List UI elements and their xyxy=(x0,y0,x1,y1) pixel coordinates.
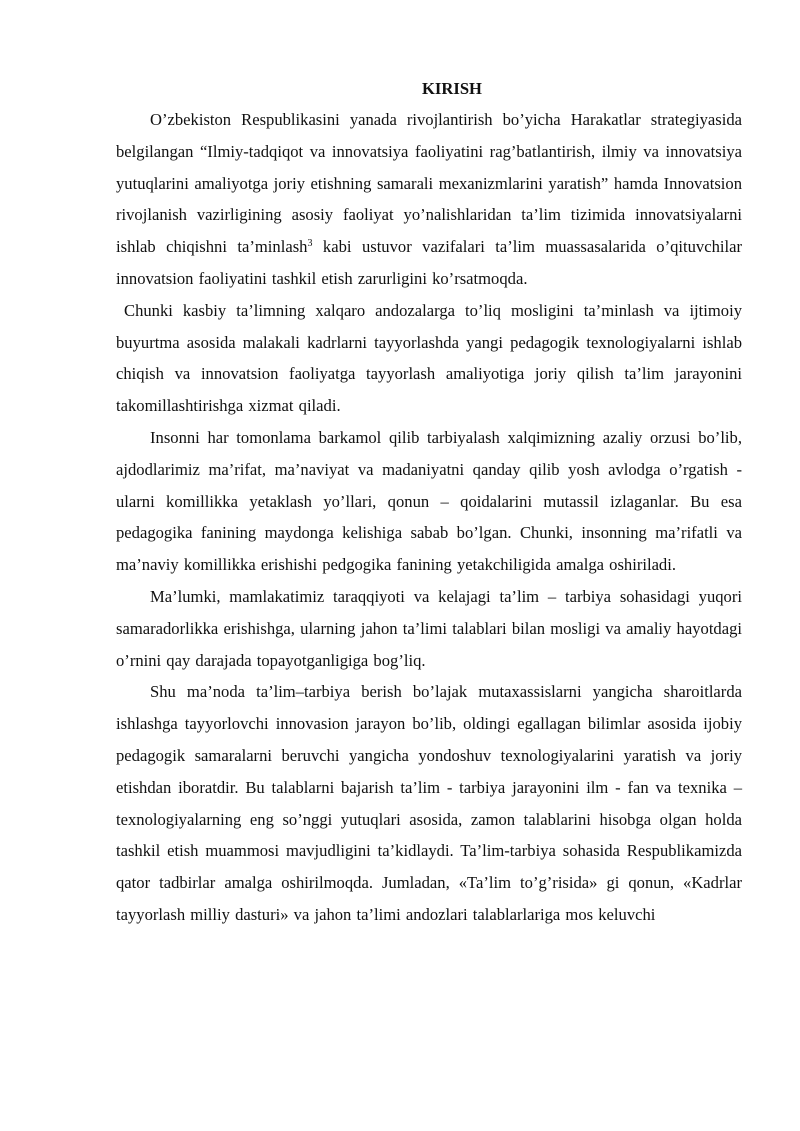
paragraph-1 xyxy=(116,104,742,295)
footnote-marker: 3 xyxy=(307,238,313,250)
document-title: KIRISH xyxy=(422,79,482,98)
paragraph-1-continuation: kabi ustuvor vazifalari ta’lim muassasalarida o’qituvchilar innovatsion faoliyatini tashkil etish zarurligini ko’rsatmoqda. xyxy=(116,237,742,288)
paragraph-2: Chunki kasbiy ta’limning xalqaro andozalarga to’liq mosligini ta’minlash va ijtimoiy buyurtma asosida malakali kadrlarni tayyorlashda yangi pedagogik texnologiyalarni ishlab chiqish va innovatsion faoliyatga tayyorlash amaliyotiga joriy qilish ta’lim jarayonini takomillashtirishga xizmat qiladi. xyxy=(116,300,742,416)
paragraph-4: Ma’lumki, mamlakatimiz taraqqiyoti va kelajagi ta’lim – tarbiya sohasidagi yuqori samaradorlikka erishishga, ularning jahon ta’limi talablari bilan mosligi va amaliy hayotdagi o’rnini qay darajada topayotganligiga bog’liq. xyxy=(116,586,742,670)
paragraph-3: Insonni har tomonlama barkamol qilib tarbiyalash xalqimizning azaliy orzusi bo’lib, ajdodlarimiz ma’rifat, ma’naviyat va madaniyatni qanday qilib yosh avlodga o’rgatish - ularni komillikka yetaklash yo’llari, qonun – qoidalarini mutassil izlaganlar. Bu esa pedagogika fanining maydonga kelishiga sabab bo’lgan. Chunki, insonning ma’rifatli va ma’naviy komillikka erishishi pedgogika fanining yetakchiligida amalga oshiriladi. xyxy=(116,427,742,575)
document-page xyxy=(116,74,742,931)
paragraph-1-text: O’zbekiston Respublikasini yanada rivojlantirish bo’yicha Harakatlar strategiyasida belgilangan “Ilmiy-tadqiqot va innovatsiya faoliyatini rag’batlantirish, ilmiy va innovatsiya yutuqlarini amaliyotga joriy etishning samarali mexanizmlarini yaratish” hamda Innovatsion rivojlanish vazirligining asosiy faoliyat yo’nalishlaridan ta’lim tizimida innovatsiyalarni ishlab chiqishni ta’minlash xyxy=(116,110,742,257)
paragraph-5: Shu ma’noda ta’lim–tarbiya berish bo’lajak mutaxassislarni yangicha sharoitlarda ishlashga tayyorlovchi innovasion jarayon bo’lib, oldingi egallagan bilimlar asosida ijobiy pedagogik samaralarni beruvchi yangicha yondoshuv texnologiyalarini yaratish va joriy etishdan iboratdir. Bu talablarni bajarish ta’lim - tarbiya jarayonini ilm - fan va texnika – texnologiyalarning eng so’nggi yutuqlari asosida, zamon talablarini hisobga olgan holda tashkil etish muammosi mavjudligini ta’kidlaydi. Ta’lim-tarbiya sohasida Respublikamizda qator tadbirlar amalga oshirilmoqda. Jumladan, «Ta’lim to’g’risida» gi qonun, «Kadrlar tayyorlash milliy dasturi» va jahon ta’limi andozlari talablarlariga mos keluvchi xyxy=(116,682,742,924)
